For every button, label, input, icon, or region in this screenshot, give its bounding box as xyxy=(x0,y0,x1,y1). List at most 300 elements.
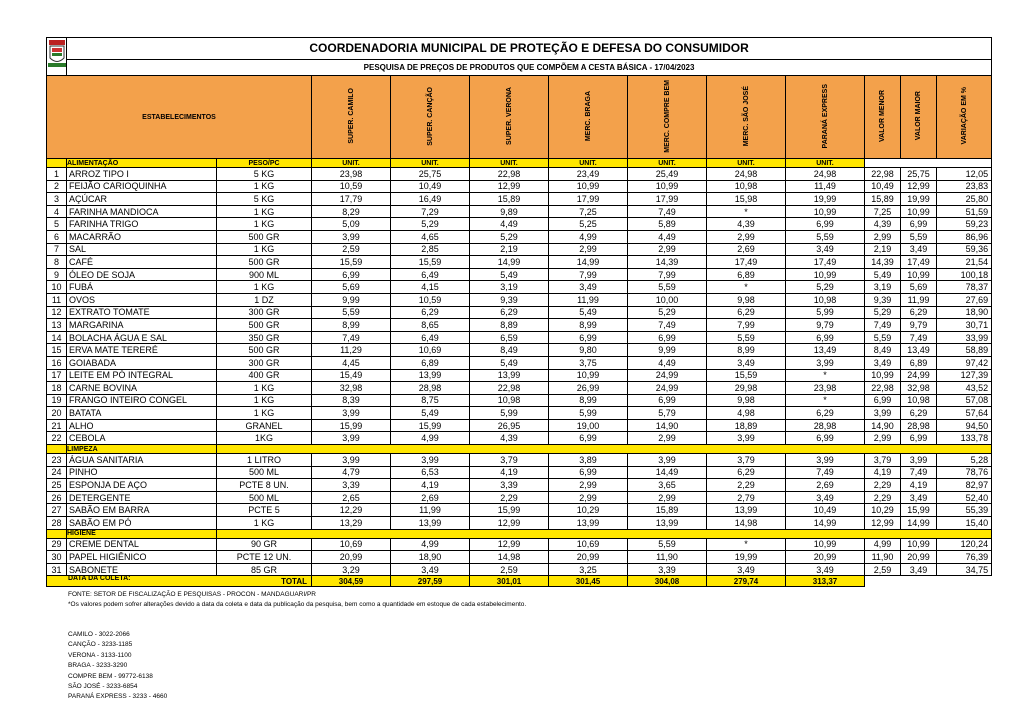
product-name: ESPONJA DE AÇO xyxy=(67,479,217,492)
stat-header xyxy=(901,76,937,159)
store-price: 4,99 xyxy=(549,230,628,243)
row-number: 30 xyxy=(47,551,67,564)
store-price: 2,99 xyxy=(628,432,707,445)
max-price: 6,89 xyxy=(901,356,937,369)
store-price: 5,49 xyxy=(470,356,549,369)
store-phone: VERONA - 3133-1100 xyxy=(68,651,132,659)
store-price: 3,39 xyxy=(312,479,391,492)
store-price: 14,90 xyxy=(628,419,707,432)
store-price: 15,99 xyxy=(312,419,391,432)
product-name: PAPEL HIGIÊNICO xyxy=(67,551,217,564)
min-price: 3,49 xyxy=(865,356,901,369)
store-price: * xyxy=(707,205,786,218)
product-row xyxy=(47,205,992,218)
min-price: 5,29 xyxy=(865,306,901,319)
store-price: 10,49 xyxy=(786,504,865,517)
section-name: LIMPEZA xyxy=(67,445,217,454)
store-price: 7,29 xyxy=(391,205,470,218)
total-row xyxy=(47,576,992,587)
product-name: EXTRATO TOMATE xyxy=(67,306,217,319)
store-price: 2,99 xyxy=(628,491,707,504)
row-number: 20 xyxy=(47,407,67,420)
min-price: 22,98 xyxy=(865,382,901,395)
store-price: 3,99 xyxy=(786,454,865,467)
max-price: 6,29 xyxy=(901,306,937,319)
store-name: SUPER. CAMILO xyxy=(347,88,355,144)
product-weight: 500 GR xyxy=(217,319,312,332)
store-price: 10,99 xyxy=(628,180,707,193)
product-name: FARINHA TRIGO xyxy=(67,218,217,231)
stat-name: VARIAÇÃO EM % xyxy=(960,87,968,145)
store-price: 3,29 xyxy=(312,563,391,576)
store-price: 2,69 xyxy=(786,479,865,492)
store-header xyxy=(549,76,628,159)
product-weight: 500 GR xyxy=(217,256,312,269)
product-weight: 900 ML xyxy=(217,268,312,281)
store-price: 4,49 xyxy=(470,218,549,231)
store-price: 3,49 xyxy=(786,243,865,256)
store-price: 26,95 xyxy=(470,419,549,432)
variation-percent: 25,80 xyxy=(937,193,992,206)
store-price: 10,99 xyxy=(786,268,865,281)
store-phone-list xyxy=(68,630,167,703)
product-row xyxy=(47,243,992,256)
product-weight: 90 GR xyxy=(217,538,312,551)
store-price: 6,53 xyxy=(391,466,470,479)
store-price: 2,99 xyxy=(549,479,628,492)
product-name: CEBOLA xyxy=(67,432,217,445)
store-price: 14,98 xyxy=(707,517,786,530)
store-price: 4,45 xyxy=(312,356,391,369)
store-price: 9,80 xyxy=(549,344,628,357)
product-weight: 1 KG xyxy=(217,218,312,231)
store-name: MERC. BRAGA xyxy=(584,90,592,142)
variation-percent: 18,90 xyxy=(937,306,992,319)
product-row xyxy=(47,193,992,206)
store-price: 5,49 xyxy=(549,306,628,319)
store-price: 8,99 xyxy=(549,394,628,407)
variation-percent: 97,42 xyxy=(937,356,992,369)
store-price: 15,59 xyxy=(707,369,786,382)
product-weight: 1KG xyxy=(217,432,312,445)
collection-date-label: DATA DA COLETA: xyxy=(68,575,131,582)
product-row xyxy=(47,491,992,504)
row-number: 24 xyxy=(47,466,67,479)
row-number: 15 xyxy=(47,344,67,357)
store-price: 32,98 xyxy=(312,382,391,395)
product-row xyxy=(47,319,992,332)
store-phone: CANÇÃO - 3233-1185 xyxy=(68,641,133,649)
product-row xyxy=(47,268,992,281)
price-table xyxy=(46,37,992,587)
product-row xyxy=(47,331,992,344)
max-price: 5,69 xyxy=(901,281,937,294)
product-weight: 1 KG xyxy=(217,180,312,193)
store-price: 5,09 xyxy=(312,218,391,231)
store-price: 7,49 xyxy=(312,331,391,344)
product-row xyxy=(47,356,992,369)
store-price: 14,99 xyxy=(470,256,549,269)
product-row xyxy=(47,293,992,306)
store-price: 13,99 xyxy=(628,517,707,530)
store-price: 7,49 xyxy=(628,205,707,218)
product-row xyxy=(47,382,992,395)
store-price: 2,59 xyxy=(470,563,549,576)
store-price: 5,89 xyxy=(628,218,707,231)
product-row xyxy=(47,504,992,517)
store-price: 4,99 xyxy=(391,432,470,445)
product-row xyxy=(47,551,992,564)
store-price: 8,39 xyxy=(312,394,391,407)
product-weight: GRANEL xyxy=(217,419,312,432)
variation-percent: 15,40 xyxy=(937,517,992,530)
store-price: 20,99 xyxy=(312,551,391,564)
store-price: 9,39 xyxy=(470,293,549,306)
section-header-row xyxy=(47,159,992,168)
stat-header xyxy=(937,76,992,159)
product-name: MARGARINA xyxy=(67,319,217,332)
store-price: * xyxy=(786,369,865,382)
row-number: 6 xyxy=(47,230,67,243)
variation-percent: 57,08 xyxy=(937,394,992,407)
store-price: 4,19 xyxy=(470,466,549,479)
store-phone: SÃO JOSÉ - 3233-6854 xyxy=(68,683,138,691)
row-number: 31 xyxy=(47,563,67,576)
product-weight: 400 GR xyxy=(217,369,312,382)
municipal-crest-icon xyxy=(47,38,67,70)
max-price: 3,99 xyxy=(901,454,937,467)
row-number: 23 xyxy=(47,454,67,467)
store-price: 2,59 xyxy=(312,243,391,256)
store-phone: PARANÁ EXPRESS - 3233 - 4660 xyxy=(68,693,168,701)
section-index-cell xyxy=(47,529,67,538)
store-header xyxy=(707,76,786,159)
store-price: 3,99 xyxy=(312,432,391,445)
min-price: 15,89 xyxy=(865,193,901,206)
store-price: 6,49 xyxy=(391,268,470,281)
variation-percent: 51,59 xyxy=(937,205,992,218)
store-price: 6,29 xyxy=(391,306,470,319)
product-weight: 500 GR xyxy=(217,230,312,243)
product-weight: PCTE 8 UN. xyxy=(217,479,312,492)
store-price: 10,59 xyxy=(312,180,391,193)
max-price: 14,99 xyxy=(901,517,937,530)
row-number: 2 xyxy=(47,180,67,193)
product-row xyxy=(47,168,992,181)
store-price: 4,49 xyxy=(628,230,707,243)
max-price: 3,49 xyxy=(901,563,937,576)
total-label: TOTAL xyxy=(47,576,312,587)
min-price: 2,99 xyxy=(865,432,901,445)
store-price: 6,99 xyxy=(786,432,865,445)
store-price: 2,65 xyxy=(312,491,391,504)
row-number: 19 xyxy=(47,394,67,407)
store-price: 9,99 xyxy=(628,344,707,357)
min-price: 10,99 xyxy=(865,369,901,382)
store-price: 3,89 xyxy=(549,454,628,467)
store-header xyxy=(391,76,470,159)
variation-percent: 21,54 xyxy=(937,256,992,269)
store-price: 3,49 xyxy=(549,281,628,294)
store-price: 7,99 xyxy=(707,319,786,332)
store-price: 5,29 xyxy=(391,218,470,231)
row-number: 7 xyxy=(47,243,67,256)
store-price: 4,39 xyxy=(707,218,786,231)
product-weight: 1 KG xyxy=(217,281,312,294)
store-price: 14,98 xyxy=(470,551,549,564)
store-price: 3,49 xyxy=(707,356,786,369)
min-price: 12,99 xyxy=(865,517,901,530)
store-price: 14,99 xyxy=(786,517,865,530)
store-price: 28,98 xyxy=(786,419,865,432)
product-name: BOLACHA ÁGUA E SAL xyxy=(67,331,217,344)
store-price: 6,99 xyxy=(786,331,865,344)
section-header-row xyxy=(47,445,992,454)
max-price: 10,99 xyxy=(901,268,937,281)
product-row xyxy=(47,454,992,467)
store-price: 5,29 xyxy=(786,281,865,294)
total-value: 301,45 xyxy=(549,576,628,587)
store-price: 17,99 xyxy=(549,193,628,206)
row-number: 28 xyxy=(47,517,67,530)
row-number: 13 xyxy=(47,319,67,332)
store-price: 7,99 xyxy=(628,268,707,281)
store-price: 5,59 xyxy=(786,230,865,243)
variation-percent: 59,36 xyxy=(937,243,992,256)
row-number: 3 xyxy=(47,193,67,206)
max-price: 28,98 xyxy=(901,419,937,432)
max-price: 11,99 xyxy=(901,293,937,306)
store-price: 24,98 xyxy=(707,168,786,181)
product-weight: 5 KG xyxy=(217,168,312,181)
unit-header: UNIT. xyxy=(786,159,865,168)
section-fill-cell xyxy=(217,445,992,454)
store-price: 20,99 xyxy=(549,551,628,564)
store-price: 7,49 xyxy=(628,319,707,332)
store-price: 16,49 xyxy=(391,193,470,206)
store-price: 3,49 xyxy=(786,491,865,504)
product-weight: 1 DZ xyxy=(217,293,312,306)
disclaimer-note: *Os valores podem sofrer alterações devido a data da coleta e data da publicação da pesquisa, bem como a quantidade em estoque de cada estabelecimento. xyxy=(68,601,527,608)
store-price: 19,99 xyxy=(707,551,786,564)
store-price: 3,19 xyxy=(470,281,549,294)
store-price: 10,98 xyxy=(470,394,549,407)
product-name: ÁGUA SANITARIA xyxy=(67,454,217,467)
product-name: FEIJÃO CARIOQUINHA xyxy=(67,180,217,193)
product-row xyxy=(47,432,992,445)
store-price: 8,65 xyxy=(391,319,470,332)
product-row xyxy=(47,479,992,492)
max-price: 32,98 xyxy=(901,382,937,395)
store-price: 26,99 xyxy=(549,382,628,395)
store-price: 3,79 xyxy=(470,454,549,467)
store-price: 3,79 xyxy=(707,454,786,467)
store-price: 10,69 xyxy=(549,538,628,551)
product-row xyxy=(47,218,992,231)
row-number: 1 xyxy=(47,168,67,181)
store-name: PARANÁ EXPRESS xyxy=(821,83,829,149)
store-price: 4,49 xyxy=(628,356,707,369)
variation-percent: 43,52 xyxy=(937,382,992,395)
store-name: MERC. COMPRE BEM xyxy=(663,79,671,153)
product-weight: 1 KG xyxy=(217,243,312,256)
weight-header: PESO/PC xyxy=(217,159,312,168)
store-price: 20,99 xyxy=(786,551,865,564)
max-price: 20,99 xyxy=(901,551,937,564)
report-title: COORDENADORIA MUNICIPAL DE PROTEÇÃO E DEFESA DO CONSUMIDOR xyxy=(67,38,992,60)
store-price: 23,49 xyxy=(549,168,628,181)
store-phone: COMPRE BEM - 99772-6138 xyxy=(68,672,153,680)
store-price: * xyxy=(786,394,865,407)
store-price: 4,15 xyxy=(391,281,470,294)
store-price: 10,59 xyxy=(391,293,470,306)
variation-percent: 127,39 xyxy=(937,369,992,382)
store-price: 24,99 xyxy=(628,382,707,395)
product-weight: 500 GR xyxy=(217,344,312,357)
store-price: 28,98 xyxy=(391,382,470,395)
min-price: 14,90 xyxy=(865,419,901,432)
store-price: 3,99 xyxy=(312,407,391,420)
store-price: 18,89 xyxy=(707,419,786,432)
store-price: 14,49 xyxy=(628,466,707,479)
max-price: 25,75 xyxy=(901,168,937,181)
min-price: 2,19 xyxy=(865,243,901,256)
variation-percent: 100,18 xyxy=(937,268,992,281)
store-price: 8,49 xyxy=(470,344,549,357)
store-price: 6,29 xyxy=(707,466,786,479)
store-price: 9,79 xyxy=(786,319,865,332)
product-name: BATATA xyxy=(67,407,217,420)
store-price: 15,59 xyxy=(312,256,391,269)
store-price: 22,98 xyxy=(470,168,549,181)
product-name: SABÃO EM BARRA xyxy=(67,504,217,517)
min-price: 8,49 xyxy=(865,344,901,357)
store-price: 5,49 xyxy=(470,268,549,281)
product-name: CAFÉ xyxy=(67,256,217,269)
row-number: 22 xyxy=(47,432,67,445)
section-name: HIGIENE xyxy=(67,529,217,538)
total-value: 297,59 xyxy=(391,576,470,587)
store-header xyxy=(470,76,549,159)
store-price: 13,99 xyxy=(391,369,470,382)
store-phone: BRAGA - 3233-3290 xyxy=(68,662,128,670)
store-price: 10,98 xyxy=(786,293,865,306)
store-price: 5,29 xyxy=(470,230,549,243)
product-weight: 1 KG xyxy=(217,382,312,395)
store-price: 9,99 xyxy=(312,293,391,306)
section-name: ALIMENTAÇÃO xyxy=(67,159,217,168)
variation-percent: 57,64 xyxy=(937,407,992,420)
store-price: 2,29 xyxy=(707,479,786,492)
store-price: 17,49 xyxy=(786,256,865,269)
max-price: 12,99 xyxy=(901,180,937,193)
row-number: 27 xyxy=(47,504,67,517)
store-price: 11,99 xyxy=(391,504,470,517)
store-price: 13,99 xyxy=(391,517,470,530)
store-price: 5,99 xyxy=(470,407,549,420)
total-value: 301,01 xyxy=(470,576,549,587)
store-price: 15,89 xyxy=(628,504,707,517)
variation-percent: 27,69 xyxy=(937,293,992,306)
variation-percent: 23,83 xyxy=(937,180,992,193)
max-price: 17,49 xyxy=(901,256,937,269)
product-name: FUBÁ xyxy=(67,281,217,294)
min-price: 22,98 xyxy=(865,168,901,181)
section-index-cell xyxy=(47,445,67,454)
product-row xyxy=(47,563,992,576)
product-row xyxy=(47,517,992,530)
store-price: 5,69 xyxy=(312,281,391,294)
min-price: 2,29 xyxy=(865,491,901,504)
stat-name: VALOR MAIOR xyxy=(915,91,922,141)
store-price: 2,99 xyxy=(628,243,707,256)
min-price: 6,99 xyxy=(865,394,901,407)
product-name: AÇÚCAR xyxy=(67,193,217,206)
store-price: 3,49 xyxy=(391,563,470,576)
unit-header: UNIT. xyxy=(391,159,470,168)
unit-header: UNIT. xyxy=(707,159,786,168)
product-weight: 1 LITRO xyxy=(217,454,312,467)
product-name: DETERGENTE xyxy=(67,491,217,504)
stat-name: VALOR MENOR xyxy=(879,90,886,142)
variation-percent: 82,97 xyxy=(937,479,992,492)
stat-header xyxy=(865,76,901,159)
product-weight: PCTE 5 xyxy=(217,504,312,517)
store-price: 3,99 xyxy=(312,454,391,467)
store-price: 11,90 xyxy=(628,551,707,564)
variation-percent: 55,39 xyxy=(937,504,992,517)
store-price: 15,89 xyxy=(470,193,549,206)
store-price: 3,39 xyxy=(470,479,549,492)
product-weight: PCTE 12 UN. xyxy=(217,551,312,564)
store-price: 6,99 xyxy=(549,432,628,445)
product-weight: 300 GR xyxy=(217,356,312,369)
variation-percent: 34,75 xyxy=(937,563,992,576)
store-price: 17,99 xyxy=(628,193,707,206)
section-index-cell xyxy=(47,159,67,168)
store-price: 4,39 xyxy=(470,432,549,445)
store-price: 2,85 xyxy=(391,243,470,256)
store-price: 2,99 xyxy=(549,491,628,504)
max-price: 6,29 xyxy=(901,407,937,420)
store-price: 6,29 xyxy=(470,306,549,319)
row-number: 29 xyxy=(47,538,67,551)
product-name: ALHO xyxy=(67,419,217,432)
row-number: 17 xyxy=(47,369,67,382)
store-price: 13,49 xyxy=(786,344,865,357)
min-price: 3,99 xyxy=(865,407,901,420)
variation-percent: 58,89 xyxy=(937,344,992,357)
max-price: 4,19 xyxy=(901,479,937,492)
variation-percent: 59,23 xyxy=(937,218,992,231)
store-price: 11,99 xyxy=(549,293,628,306)
store-name: MERC. SÃO JOSÉ xyxy=(742,85,750,147)
store-price: 14,99 xyxy=(549,256,628,269)
store-price: 8,99 xyxy=(312,319,391,332)
min-price: 3,19 xyxy=(865,281,901,294)
store-price: 12,99 xyxy=(470,517,549,530)
product-name: SABONETE xyxy=(67,563,217,576)
product-row xyxy=(47,230,992,243)
store-price: 15,98 xyxy=(707,193,786,206)
store-price: 18,90 xyxy=(391,551,470,564)
store-price: 9,89 xyxy=(470,205,549,218)
store-price: 24,98 xyxy=(786,168,865,181)
variation-percent: 86,96 xyxy=(937,230,992,243)
store-price: 7,25 xyxy=(549,205,628,218)
store-price: 15,99 xyxy=(391,419,470,432)
min-price: 3,79 xyxy=(865,454,901,467)
